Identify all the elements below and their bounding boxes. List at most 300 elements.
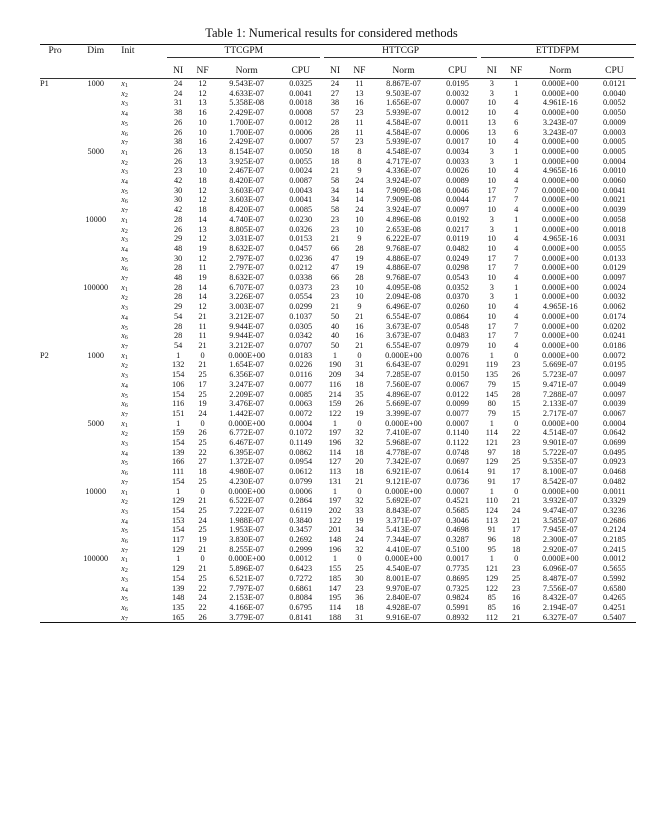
method3-norm-cell: 5.723E-07 xyxy=(542,370,578,380)
init-cell: $x_4$ xyxy=(121,243,128,254)
table-row xyxy=(40,108,636,118)
method2-cpu-cell: 0.0076 xyxy=(446,350,469,360)
init-cell: $x_4$ xyxy=(121,379,128,390)
method3-cpu-cell: 0.0072 xyxy=(602,350,626,360)
method2-cpu-cell: 0.0195 xyxy=(436,79,479,89)
method3-ni-cell: 10 xyxy=(487,311,496,321)
method2-nf-cell: 10 xyxy=(355,282,364,292)
method2-nf-cell: 21 xyxy=(355,311,364,321)
dim-cell xyxy=(70,574,121,584)
table-row xyxy=(40,593,636,603)
problem-cell xyxy=(40,108,70,118)
method3-nf-cell: 1 xyxy=(514,224,519,234)
init-cell: $x_2$ xyxy=(121,156,128,167)
method2-cpu-cell: 0.0011 xyxy=(446,117,469,127)
dim-cell: 1000 xyxy=(70,79,121,89)
problem-cell xyxy=(40,448,70,458)
method3-norm-cell: 7.945E-07 xyxy=(542,525,578,535)
method1-cpu-cell: 0.0954 xyxy=(289,457,313,467)
method3-nf-cell: 25 xyxy=(512,457,521,467)
method3-nf-cell: 4 xyxy=(514,176,519,186)
method2-norm-cell: 8.843E-07 xyxy=(386,505,421,515)
method3-norm-cell: 0.000E+00 xyxy=(541,224,579,234)
method1-ni-cell: 129 xyxy=(171,544,185,554)
init-cell: $x_6$ xyxy=(121,602,128,613)
method3-ni-cell: 79 xyxy=(487,379,496,389)
method3-norm-cell: 7.288E-07 xyxy=(542,389,578,399)
method1-nf-cell: 21 xyxy=(198,564,207,574)
method3-nf-cell: 4 xyxy=(514,205,519,215)
method1-norm-cell: 3.779E-07 xyxy=(214,613,279,623)
method1-cpu-cell: 0.2999 xyxy=(289,544,313,554)
header-row-sub xyxy=(40,65,636,79)
method1-ni-cell: 151 xyxy=(171,408,185,418)
method1-norm-cell: 3.925E-07 xyxy=(229,156,265,166)
dim-cell xyxy=(70,467,121,477)
dim-cell xyxy=(70,506,121,516)
dim-cell xyxy=(70,137,121,147)
method1-cpu-cell: 0.0338 xyxy=(289,273,313,283)
dim-cell xyxy=(70,98,121,108)
init-cell: $x_6$ xyxy=(121,195,128,206)
method1-cpu-cell: 0.0305 xyxy=(289,321,313,331)
method2-norm-cell: 3.924E-07 xyxy=(386,205,421,215)
method1-cpu-cell: 0.6119 xyxy=(289,505,312,515)
method3-cpu-cell: 0.0021 xyxy=(602,195,626,205)
table-row xyxy=(40,137,636,147)
method2-ni-cell: 38 xyxy=(330,98,340,108)
init-cell: $x_3$ xyxy=(121,438,128,448)
method3-ni-cell: 3 xyxy=(489,292,494,302)
table-row xyxy=(40,292,636,302)
method2-ni-cell: 27 xyxy=(330,88,340,98)
method2-cpu-cell: 0.0548 xyxy=(446,321,469,331)
method3-ni-cell: 95 xyxy=(487,544,496,554)
method3-cpu-cell: 0.0052 xyxy=(602,98,626,108)
method3-ni-cell: 10 xyxy=(487,137,496,147)
method2-norm-cell: 8.867E-07 xyxy=(371,79,436,89)
method3-norm-cell: 8.100E-07 xyxy=(542,467,578,477)
method3-norm-cell: 0.000E+00 xyxy=(541,282,579,292)
method1-nf-cell: 12 xyxy=(198,234,207,244)
method2-nf-cell: 19 xyxy=(355,515,364,525)
method1-norm-cell: 7.797E-07 xyxy=(229,583,265,593)
method2-nf-cell: 28 xyxy=(355,243,364,253)
method2-nf-cell: 11 xyxy=(355,127,364,137)
method2-norm-cell: 9.768E-07 xyxy=(386,273,421,283)
method1-ni-cell: 31 xyxy=(174,98,183,108)
method3-nf-cell: 4 xyxy=(514,302,519,312)
method1-norm-cell: 0.000E+00 xyxy=(228,418,266,428)
table-row xyxy=(40,283,636,293)
dim-cell xyxy=(70,244,121,254)
method1-cpu-cell: 0.6861 xyxy=(289,583,313,593)
dim-cell xyxy=(70,370,121,380)
problem-cell xyxy=(40,341,70,351)
method3-ni-cell: 121 xyxy=(485,438,499,448)
problem-cell xyxy=(40,312,70,322)
init-cell: $x_1$ xyxy=(121,486,128,497)
subheader-cpu: CPU xyxy=(448,65,467,76)
dim-cell xyxy=(70,360,121,370)
method3-norm-cell: 0.000E+00 xyxy=(541,253,579,263)
col-header-dim: Dim xyxy=(70,45,121,66)
method3-nf-cell: 1 xyxy=(514,146,519,156)
method2-nf-cell: 24 xyxy=(355,176,364,186)
method3-cpu-cell: 0.6580 xyxy=(602,583,626,593)
method1-ni-cell: 139 xyxy=(171,583,185,593)
method2-norm-cell: 2.840E-07 xyxy=(386,593,421,603)
method1-ni-cell: 106 xyxy=(171,379,185,389)
method1-nf-cell: 25 xyxy=(198,389,207,399)
method2-norm-cell: 4.410E-07 xyxy=(386,544,421,554)
table-row xyxy=(40,525,636,535)
method2-norm-cell: 6.496E-07 xyxy=(386,302,421,312)
method1-nf-cell: 26 xyxy=(191,613,214,623)
problem-cell xyxy=(40,545,70,555)
method3-cpu-cell: 0.0062 xyxy=(602,302,626,312)
method3-nf-cell: 4 xyxy=(514,137,519,147)
init-cell: $x_3$ xyxy=(121,505,128,516)
method3-ni-cell: 91 xyxy=(487,467,496,477)
dim-cell xyxy=(70,603,121,613)
table-row xyxy=(40,613,636,623)
method3-nf-cell: 4 xyxy=(514,98,519,108)
method1-nf-cell: 11 xyxy=(198,263,207,273)
method1-nf-cell: 26 xyxy=(198,428,207,438)
method1-nf-cell: 14 xyxy=(198,214,207,224)
method3-ni-cell: 17 xyxy=(487,185,496,195)
dim-cell xyxy=(70,545,121,555)
method3-ni-cell: 113 xyxy=(485,515,498,525)
init-cell: $x_3$ xyxy=(121,370,128,380)
problem-cell xyxy=(40,292,70,302)
method2-norm-cell: 9.121E-07 xyxy=(386,476,421,486)
init-cell: $x_5$ xyxy=(121,253,128,264)
method2-cpu-cell: 0.0298 xyxy=(446,263,469,273)
method1-cpu-cell: 0.6795 xyxy=(289,602,313,612)
init-cell: $x_6$ xyxy=(121,535,128,545)
method2-norm-cell: 7.560E-07 xyxy=(386,379,421,389)
method3-cpu-cell: 0.0039 xyxy=(602,399,626,409)
init-cell: $x_3$ xyxy=(121,98,128,109)
method2-nf-cell: 23 xyxy=(355,137,364,147)
table-row xyxy=(40,603,636,613)
method2-ni-cell: 21 xyxy=(330,166,340,176)
method2-cpu-cell: 0.4698 xyxy=(446,525,469,535)
method3-norm-cell: 2.194E-07 xyxy=(542,602,578,612)
init-cell: $x_1$ xyxy=(121,79,165,89)
method2-norm-cell: 3.673E-07 xyxy=(386,321,421,331)
table-row xyxy=(40,195,636,205)
method3-norm-cell: 0.000E+00 xyxy=(541,292,579,302)
method1-norm-cell: 5.358E-08 xyxy=(229,98,265,108)
method1-norm-cell: 8.255E-07 xyxy=(229,544,265,554)
method2-ni-cell: 131 xyxy=(328,476,342,486)
method1-nf-cell: 11 xyxy=(198,331,207,341)
subheader-norm: Norm xyxy=(235,65,258,76)
method3-norm-cell: 0.000E+00 xyxy=(541,263,579,273)
method3-ni-cell: 1 xyxy=(489,486,494,496)
method2-nf-cell: 14 xyxy=(355,185,364,195)
method2-cpu-cell: 0.0736 xyxy=(446,476,469,486)
method3-cpu-cell: 0.2185 xyxy=(602,535,626,545)
table-row xyxy=(40,322,636,332)
method2-norm-cell: 6.921E-07 xyxy=(386,467,421,477)
method2-ni-cell: 21 xyxy=(330,234,340,244)
method1-ni-cell: 148 xyxy=(171,593,185,603)
method2-nf-cell: 36 xyxy=(355,593,364,603)
table-row xyxy=(40,457,636,467)
method3-ni-cell: 97 xyxy=(487,447,496,457)
method3-ni-cell: 1 xyxy=(489,554,494,564)
init-cell: $x_1$ xyxy=(121,350,128,361)
problem-cell xyxy=(40,487,70,497)
method2-cpu-cell: 0.0046 xyxy=(446,185,469,195)
dim-cell xyxy=(70,516,121,526)
method2-cpu-cell: 0.0032 xyxy=(446,88,469,98)
method2-ni-cell: 47 xyxy=(330,253,340,263)
method2-norm-cell: 0.000E+00 xyxy=(385,554,422,564)
method2-nf-cell: 16 xyxy=(355,98,364,108)
method3-ni-cell: 96 xyxy=(487,535,496,545)
table-row xyxy=(40,157,636,167)
method1-norm-cell: 9.944E-07 xyxy=(229,331,265,341)
dim-cell: 100000 xyxy=(83,282,109,292)
problem-cell xyxy=(40,496,70,506)
problem-cell xyxy=(40,574,70,584)
method3-cpu-cell: 0.3236 xyxy=(602,505,626,515)
method2-nf-cell: 0 xyxy=(357,350,362,360)
problem-cell xyxy=(40,166,70,176)
method3-norm-cell: 6.096E-07 xyxy=(542,564,578,574)
method1-ni-cell: 28 xyxy=(174,292,183,302)
col-header-pro: Pro xyxy=(40,45,70,66)
method1-norm-cell: 2.209E-07 xyxy=(229,389,265,399)
method1-cpu-cell: 0.3457 xyxy=(289,525,313,535)
init-cell: $x_4$ xyxy=(121,176,128,186)
method1-ni-cell: 117 xyxy=(172,535,185,545)
method2-ni-cell: 23 xyxy=(330,292,340,302)
method2-cpu-cell: 0.5685 xyxy=(446,505,469,515)
method1-ni-cell: 28 xyxy=(174,331,183,341)
method3-cpu-cell: 0.0468 xyxy=(602,467,626,477)
method1-cpu-cell: 0.0325 xyxy=(279,79,322,89)
method1-nf-cell: 24 xyxy=(198,593,207,603)
method3-cpu-cell: 0.0202 xyxy=(602,321,626,331)
method1-cpu-cell: 0.0087 xyxy=(289,176,313,186)
method2-norm-cell: 4.548E-07 xyxy=(386,146,421,156)
method3-ni-cell: 3 xyxy=(489,156,494,166)
method2-norm-cell: 3.399E-07 xyxy=(386,408,421,418)
problem-cell xyxy=(40,467,70,477)
method3-nf-cell: 4 xyxy=(514,340,519,350)
method1-ni-cell: 29 xyxy=(174,234,183,244)
method3-nf-cell: 7 xyxy=(514,331,519,341)
method1-ni-cell: 1 xyxy=(176,486,181,496)
method2-nf-cell: 18 xyxy=(355,602,364,612)
method3-cpu-cell: 0.0039 xyxy=(602,205,626,215)
method2-ni-cell: 57 xyxy=(330,137,340,147)
method2-norm-cell: 4.928E-07 xyxy=(386,602,421,612)
col-header-init: Init xyxy=(121,45,165,66)
method1-norm-cell: 2.153E-07 xyxy=(229,593,265,603)
method3-nf-cell: 24 xyxy=(512,505,521,515)
method2-ni-cell: 201 xyxy=(328,525,342,535)
method1-norm-cell: 3.212E-07 xyxy=(229,340,265,350)
problem-cell xyxy=(40,554,70,564)
table-row xyxy=(40,409,636,419)
problem-cell xyxy=(40,409,70,419)
method1-norm-cell: 6.356E-07 xyxy=(229,370,265,380)
dim-cell xyxy=(70,128,121,138)
method3-norm-cell: 2.133E-07 xyxy=(542,399,578,409)
dim-cell: 5000 xyxy=(87,418,105,428)
header-row-groups xyxy=(40,45,636,66)
init-cell: $x_2$ xyxy=(121,564,128,574)
method2-norm-cell: 4.778E-07 xyxy=(386,447,421,457)
method3-norm-cell: 0.000E+00 xyxy=(541,205,579,215)
method1-nf-cell: 25 xyxy=(198,573,207,583)
method3-norm-cell: 2.920E-07 xyxy=(542,544,578,554)
method3-norm-cell: 6.327E-07 xyxy=(528,613,593,623)
method1-norm-cell: 3.603E-07 xyxy=(229,195,265,205)
problem-cell xyxy=(40,186,70,196)
method1-cpu-cell: 0.0554 xyxy=(289,292,313,302)
table-row xyxy=(40,166,636,176)
method3-norm-cell: 2.717E-07 xyxy=(542,408,578,418)
method1-ni-cell: 28 xyxy=(174,321,183,331)
method3-norm-cell: 0.000E+00 xyxy=(541,146,579,156)
init-cell: $x_6$ xyxy=(121,331,128,341)
method3-ni-cell: 91 xyxy=(487,525,496,535)
method2-nf-cell: 16 xyxy=(355,321,364,331)
method3-ni-cell: 17 xyxy=(487,321,496,331)
problem-cell xyxy=(40,215,70,225)
method2-cpu-cell: 0.0017 xyxy=(446,554,469,564)
method3-ni-cell: 110 xyxy=(485,496,498,506)
init-cell: $x_3$ xyxy=(121,166,128,177)
method3-norm-cell: 4.514E-07 xyxy=(542,428,578,438)
method3-cpu-cell: 0.0032 xyxy=(602,292,626,302)
method2-cpu-cell: 0.0089 xyxy=(446,176,469,186)
method1-nf-cell: 22 xyxy=(198,583,207,593)
method2-cpu-cell: 0.3046 xyxy=(446,515,469,525)
dim-cell xyxy=(70,477,121,487)
subheader-cpu: CPU xyxy=(605,65,624,76)
method1-nf-cell: 0 xyxy=(200,554,205,564)
method1-ni-cell: 48 xyxy=(174,273,183,283)
method3-nf-cell: 4 xyxy=(514,166,519,176)
method1-norm-cell: 4.740E-07 xyxy=(229,214,265,224)
method2-nf-cell: 10 xyxy=(355,224,364,234)
method2-nf-cell: 0 xyxy=(357,486,362,496)
method1-cpu-cell: 0.0024 xyxy=(289,166,313,176)
method2-cpu-cell: 0.0017 xyxy=(446,137,469,147)
method3-norm-cell: 9.474E-07 xyxy=(542,505,578,515)
subheader-norm: Norm xyxy=(392,65,415,76)
method2-ni-cell: 148 xyxy=(328,535,342,545)
method3-cpu-cell: 0.0097 xyxy=(602,370,626,380)
method1-nf-cell: 10 xyxy=(198,166,207,176)
table-row xyxy=(40,370,636,380)
method2-ni-cell: 197 xyxy=(328,496,342,506)
problem-cell xyxy=(40,399,70,409)
table-row xyxy=(40,477,636,487)
method3-ni-cell: 3 xyxy=(489,224,494,234)
method1-cpu-cell: 0.0004 xyxy=(289,418,313,428)
problem-cell xyxy=(40,254,70,264)
method2-nf-cell: 21 xyxy=(355,476,364,486)
method3-ni-cell: 145 xyxy=(485,389,499,399)
method2-nf-cell: 11 xyxy=(355,117,364,127)
method2-cpu-cell: 0.0217 xyxy=(446,224,469,234)
dim-cell xyxy=(70,157,121,167)
dim-cell xyxy=(70,331,121,341)
init-cell: $x_4$ xyxy=(121,447,128,458)
problem-cell xyxy=(40,195,70,205)
method1-ni-cell: 154 xyxy=(171,476,185,486)
method2-ni-cell: 21 xyxy=(330,302,340,312)
method2-norm-cell: 7.342E-07 xyxy=(386,457,421,467)
method2-ni-cell: 202 xyxy=(328,505,342,515)
method3-norm-cell: 8.487E-07 xyxy=(542,573,578,583)
method3-cpu-cell: 0.0482 xyxy=(602,476,626,486)
problem-cell xyxy=(40,380,70,390)
method2-nf-cell: 26 xyxy=(355,399,364,409)
method1-cpu-cell: 0.0230 xyxy=(289,214,313,224)
method3-nf-cell: 17 xyxy=(512,467,521,477)
method3-ni-cell: 17 xyxy=(487,263,496,273)
method1-norm-cell: 6.521E-07 xyxy=(229,573,265,583)
method1-nf-cell: 24 xyxy=(198,408,207,418)
init-cell: $x_4$ xyxy=(121,515,128,526)
method1-nf-cell: 0 xyxy=(200,418,205,428)
method2-norm-cell: 9.768E-07 xyxy=(386,243,421,253)
method2-ni-cell: 195 xyxy=(328,593,342,603)
method3-nf-cell: 23 xyxy=(512,564,521,574)
init-cell: $x_2$ xyxy=(121,360,128,371)
method3-cpu-cell: 0.0097 xyxy=(602,389,626,399)
method1-norm-cell: 3.212E-07 xyxy=(229,311,265,321)
method2-cpu-cell: 0.5100 xyxy=(446,544,469,554)
method2-norm-cell: 5.413E-07 xyxy=(386,525,421,535)
method3-nf-cell: 15 xyxy=(512,408,521,418)
method1-nf-cell: 0 xyxy=(200,486,205,496)
dim-cell xyxy=(70,195,121,205)
method3-cpu-cell: 0.0186 xyxy=(602,340,626,350)
method3-norm-cell: 0.000E+00 xyxy=(541,108,579,118)
method1-cpu-cell: 0.0085 xyxy=(289,205,313,215)
method3-cpu-cell: 0.0018 xyxy=(602,224,626,234)
dim-cell xyxy=(70,312,121,322)
method1-nf-cell: 14 xyxy=(198,282,207,292)
method1-ni-cell: 154 xyxy=(171,438,185,448)
dim-cell xyxy=(70,496,121,506)
method1-ni-cell: 54 xyxy=(174,340,183,350)
method3-cpu-cell: 0.0012 xyxy=(602,554,626,564)
method3-nf-cell: 0 xyxy=(514,350,519,360)
method2-ni-cell: 57 xyxy=(330,108,340,118)
method2-cpu-cell: 0.9824 xyxy=(446,593,469,603)
method3-cpu-cell: 0.0097 xyxy=(602,273,626,283)
method1-norm-cell: 3.476E-07 xyxy=(229,399,265,409)
method2-cpu-cell: 0.0007 xyxy=(446,486,469,496)
method2-cpu-cell: 0.8695 xyxy=(446,573,469,583)
method1-norm-cell: 0.000E+00 xyxy=(228,486,266,496)
method1-nf-cell: 17 xyxy=(198,379,207,389)
method3-nf-cell: 7 xyxy=(514,253,519,263)
